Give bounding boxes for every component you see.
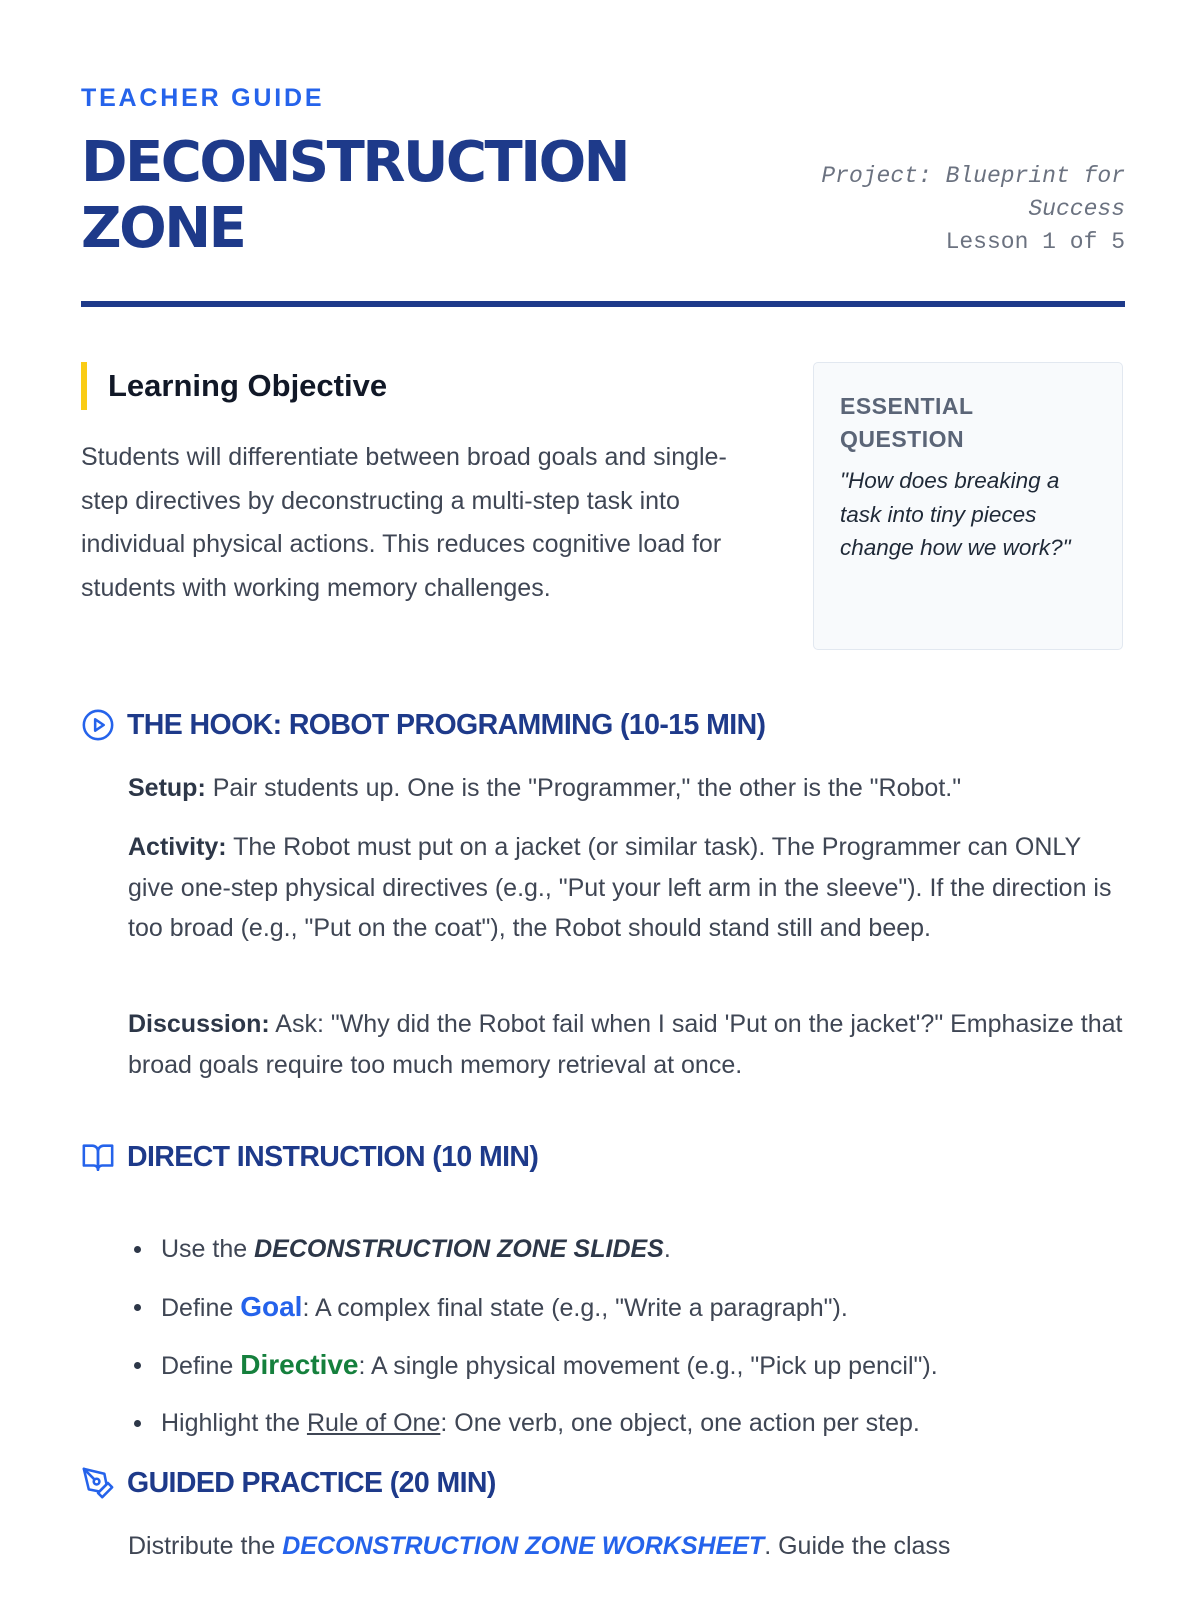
lesson-number: Lesson 1 of 5 [945, 229, 1125, 255]
pen-nib-icon [81, 1466, 115, 1500]
open-book-icon [81, 1140, 115, 1174]
activity-text: The Robot must put on a jacket (or similar task). The Programmer can ONLY give one-step physical directives (e.g., "Put your left arm in the sleeve"). If the direction is too broad (e.g., "Put on the coat"), the Robot should stand still and beep. [128, 833, 1112, 942]
list-item: Define Directive: A single physical movement (e.g., "Pick up pencil"). [161, 1343, 1161, 1401]
project-name: Project: Blueprint for Success [821, 163, 1125, 222]
discussion-label: Discussion: [128, 1010, 270, 1038]
activity-label: Activity: [128, 833, 227, 861]
setup-label: Setup: [128, 774, 206, 802]
essential-question-label: ESSENTIAL QUESTION [840, 393, 974, 452]
page-title: DECONSTRUCTION ZONE [81, 130, 629, 261]
hook-section-heading [81, 705, 765, 745]
direct-section-heading [81, 1137, 538, 1177]
objective-text: Students will differentiate between broad goals and single-step directives by deconstructing a multi-step task into individual physical actions. This reduces cognitive load for students with working memory challenges. [81, 443, 727, 602]
play-circle-icon [81, 708, 115, 742]
lesson-meta [785, 160, 1125, 259]
essential-question-quote: "How does breaking a task into tiny pieces change how we work?" [840, 468, 1071, 560]
hook-activity [128, 827, 1128, 949]
direct-heading: DIRECT INSTRUCTION (10 MIN) [127, 1140, 539, 1173]
objective-heading: Learning Objective [81, 362, 387, 410]
header [81, 84, 1125, 261]
guided-heading: GUIDED PRACTICE (20 MIN) [127, 1466, 496, 1499]
worksheet-title: DECONSTRUCTION ZONE WORKSHEET [282, 1532, 765, 1560]
hook-heading: THE HOOK: ROBOT PROGRAMMING (10-15 MIN) [127, 708, 766, 741]
list-item: Use the DECONSTRUCTION ZONE SLIDES. [161, 1227, 1161, 1285]
rule-of-one-term: Rule of One [306, 1409, 441, 1437]
list-item: Define Goal: A complex final state (e.g., "Write a paragraph"). [161, 1285, 1161, 1343]
eyebrow-label: TEACHER GUIDE [81, 84, 325, 112]
discussion-text: Ask: "Why did the Robot fail when I said 'Put on the jacket'?" Emphasize that broad goals require too much memory retrieval at once. [128, 1010, 1123, 1079]
directive-term: Directive [240, 1349, 359, 1380]
hook-setup [128, 768, 1128, 809]
goal-term: Goal [240, 1291, 303, 1322]
list-item: Highlight the Rule of One: One verb, one object, one action per step. [161, 1401, 1161, 1459]
slides-title: DECONSTRUCTION ZONE SLIDES [254, 1235, 664, 1263]
header-divider [81, 301, 1125, 307]
setup-text: Pair students up. One is the "Programmer," the other is the "Robot." [205, 774, 962, 802]
direct-instruction-list [128, 1227, 1161, 1459]
guided-text: Distribute the DECONSTRUCTION ZONE WORKSHEET. Guide the class [128, 1532, 951, 1560]
hook-discussion [128, 1004, 1128, 1085]
guided-section-heading [81, 1463, 496, 1503]
essential-question-card [813, 362, 1123, 650]
